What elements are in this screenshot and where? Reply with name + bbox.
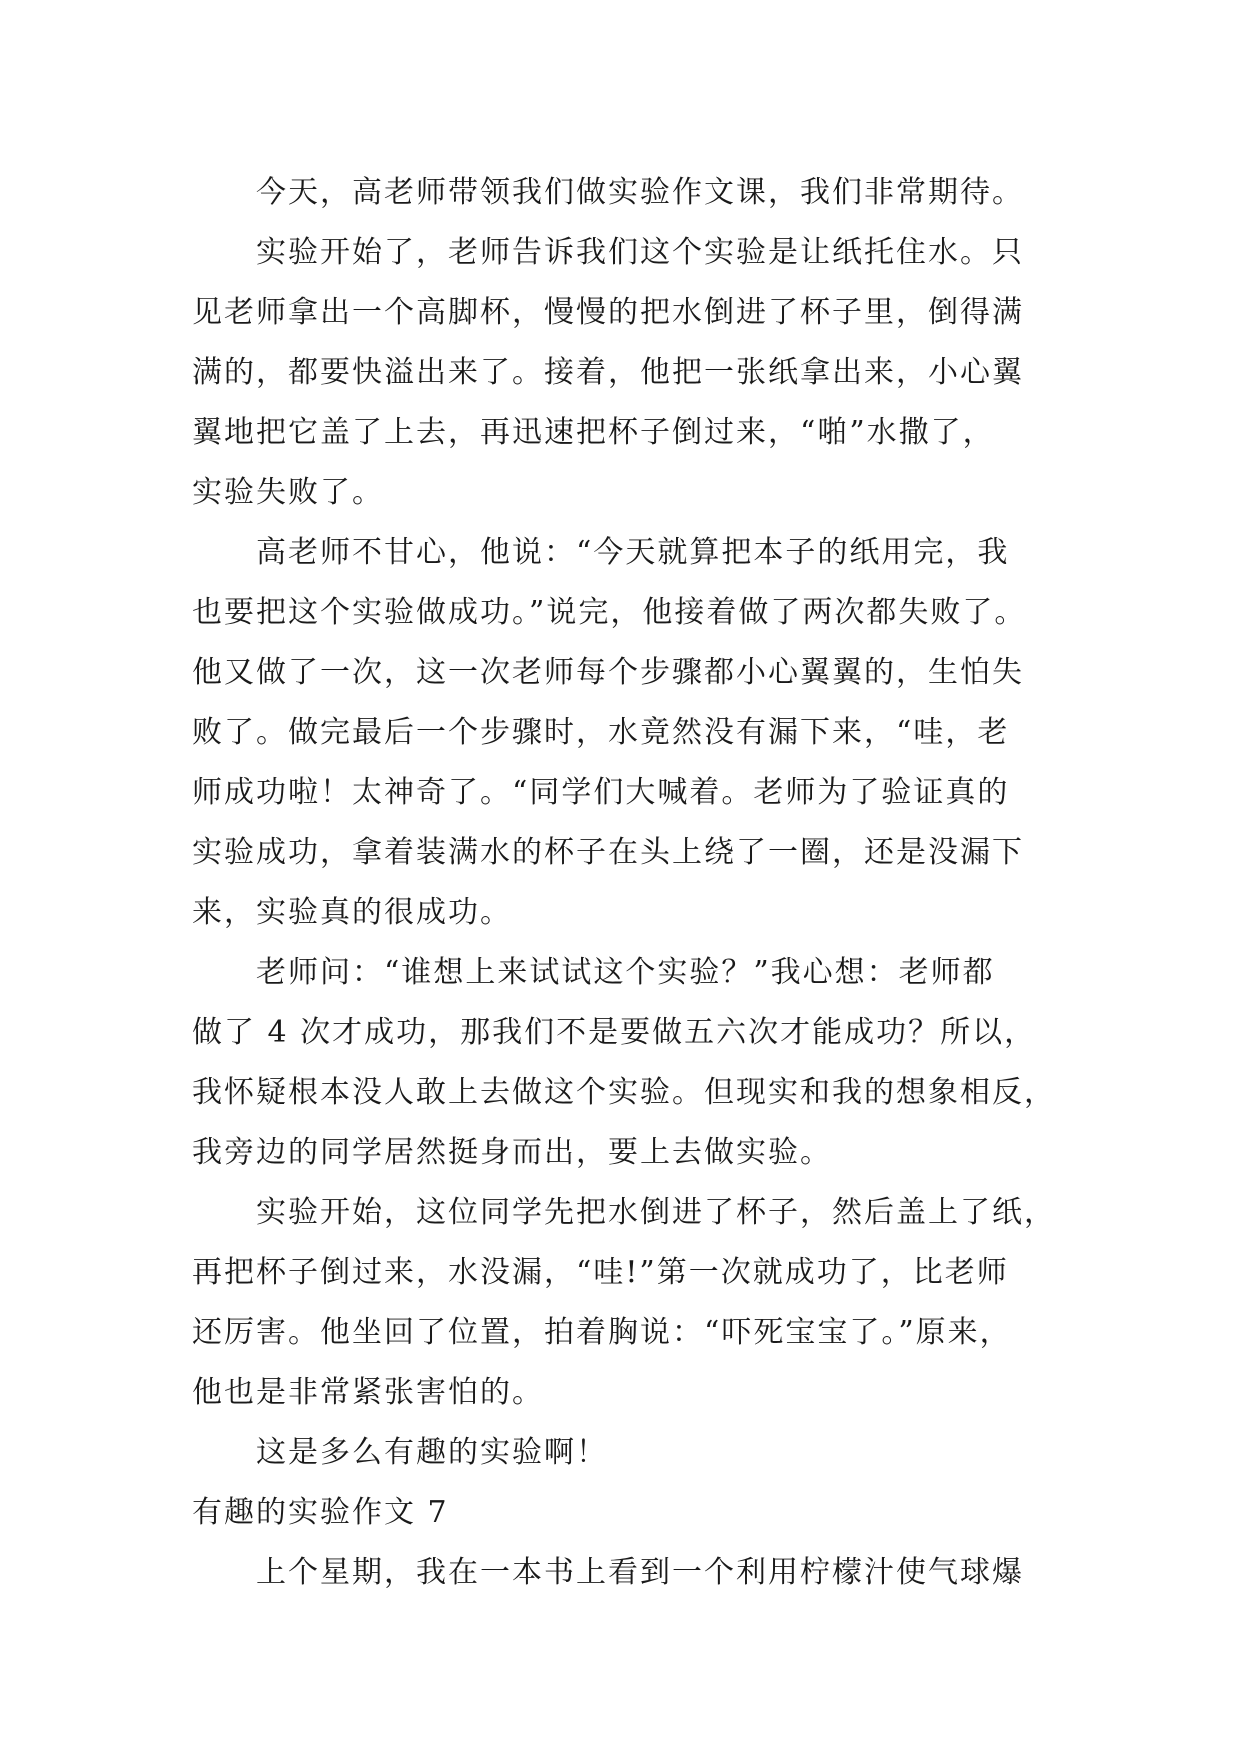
text-line: 满的，都要快溢出来了。接着，他把一张纸拿出来，小心翼 xyxy=(192,355,1024,390)
text-line: 高老师不甘心，他说：“今天就算把本子的纸用完，我 xyxy=(256,535,1010,570)
paragraph-2 xyxy=(192,223,1072,523)
text-line: 翼地把它盖了上去，再迅速把杯子倒过来，“啪”水撒了， xyxy=(192,415,995,450)
text-line: 师成功啦！太神奇了。“同学们大喊着。老师为了验证真的 xyxy=(192,775,1010,810)
text-line: 败了。做完最后一个步骤时，水竟然没有漏下来，“哇，老 xyxy=(192,715,1010,750)
paragraph-7 xyxy=(192,1543,1072,1603)
text-line: 做了 4 次才成功，那我们不是要做五六次才能成功？所以， xyxy=(192,1015,1037,1050)
text-line: 实验开始，这位同学先把水倒进了杯子，然后盖上了纸， xyxy=(256,1195,1056,1230)
text-line: 实验开始了，老师告诉我们这个实验是让纸托住水。只 xyxy=(256,235,1024,270)
text-line: 我怀疑根本没人敢上去做这个实验。但现实和我的想象相反， xyxy=(192,1075,1056,1110)
text-line: 来，实验真的很成功。 xyxy=(192,895,512,930)
text-line: 还厉害。他坐回了位置，拍着胸说：“吓死宝宝了。”原来， xyxy=(192,1315,1012,1350)
text-line: 实验失败了。 xyxy=(192,475,384,510)
document-body xyxy=(192,163,1072,1603)
text-line: 上个星期，我在一本书上看到一个利用柠檬汁使气球爆 xyxy=(256,1555,1024,1590)
text-line: 再把杯子倒过来，水没漏，“哇!”第一次就成功了，比老师 xyxy=(192,1255,1009,1290)
text-line: 他也是非常紧张害怕的。 xyxy=(192,1375,544,1410)
paragraph-6 xyxy=(192,1423,1072,1483)
paragraph-4 xyxy=(192,943,1072,1183)
text-line: 见老师拿出一个高脚杯，慢慢的把水倒进了杯子里，倒得满 xyxy=(192,295,1024,330)
text-line: 他又做了一次，这一次老师每个步骤都小心翼翼的，生怕失 xyxy=(192,655,1024,690)
section-heading: 有趣的实验作文 7 xyxy=(192,1495,449,1530)
text-line: 老师问：“谁想上来试试这个实验？”我心想：老师都 xyxy=(256,955,995,990)
paragraph-3 xyxy=(192,523,1072,943)
paragraph-1 xyxy=(192,163,1072,223)
text-line: 也要把这个实验做成功。”说完，他接着做了两次都失败了。 xyxy=(192,595,1027,630)
text-line: 实验成功，拿着装满水的杯子在头上绕了一圈，还是没漏下 xyxy=(192,835,1024,870)
text-line: 今天，高老师带领我们做实验作文课，我们非常期待。 xyxy=(256,175,1024,210)
text-line: 我旁边的同学居然挺身而出，要上去做实验。 xyxy=(192,1135,832,1170)
paragraph-5 xyxy=(192,1183,1072,1423)
text-line: 这是多么有趣的实验啊！ xyxy=(256,1435,608,1470)
